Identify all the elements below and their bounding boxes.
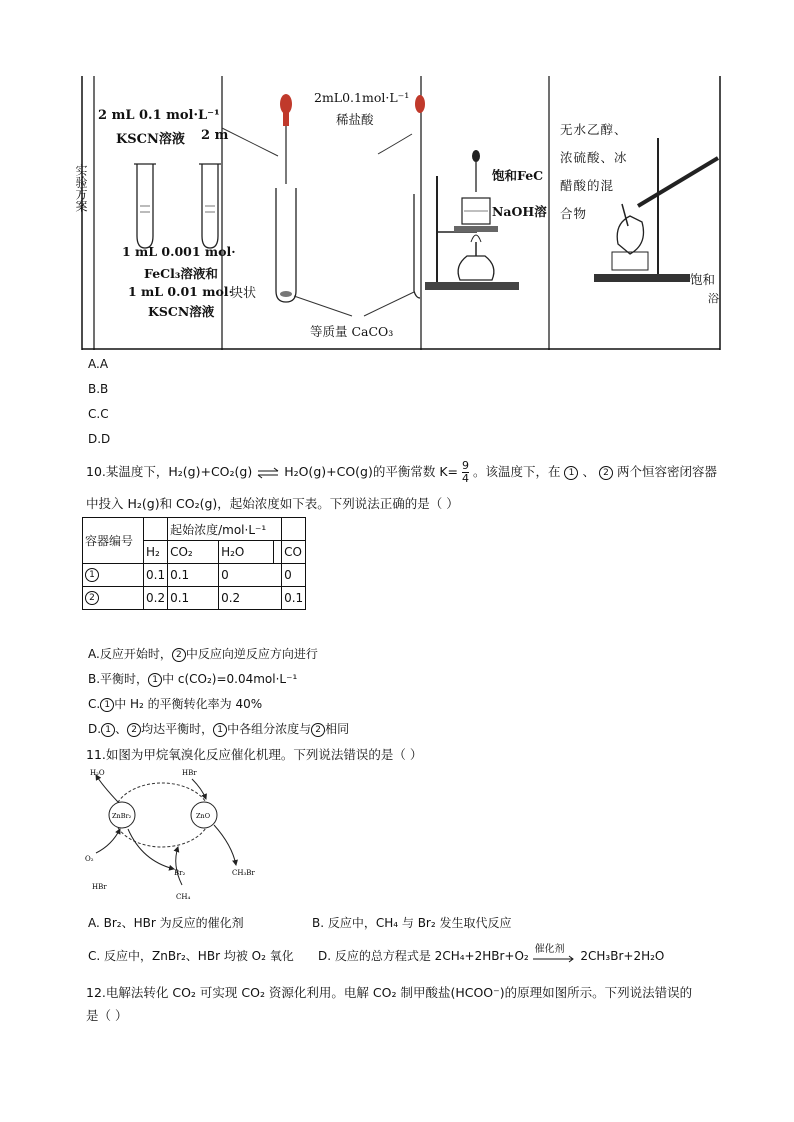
label-zno: ZnO bbox=[196, 812, 211, 820]
header-blank bbox=[144, 518, 168, 541]
row-id bbox=[83, 587, 144, 610]
label-znbr2: ZnBr₂ bbox=[112, 812, 132, 820]
q10-option-c-text: C. bbox=[88, 697, 101, 711]
circle-2: 2 bbox=[311, 723, 325, 737]
q10-stem-line2: 中投入 H₂(g)和 CO₂(g)，起始浓度如下表。下列说法正确的是（ ） bbox=[86, 496, 459, 511]
circle-1: 1 bbox=[564, 466, 578, 480]
label-h2o: H₂O bbox=[90, 769, 105, 777]
q10-option-c-text2: 中 H₂ 的平衡转化率为 40% bbox=[114, 697, 263, 711]
cell-d-right-label2: 浴 bbox=[708, 292, 719, 305]
q10-option-a-text: A.反应开始时， bbox=[88, 647, 172, 661]
q10-text-c: 。该温度下，在 bbox=[472, 464, 561, 479]
cell: 0.2 bbox=[219, 587, 282, 610]
dropper-icon bbox=[472, 150, 480, 192]
q10-option-a-text2: 中反应向逆反应方向进行 bbox=[185, 647, 318, 661]
q10-sep: 、 bbox=[582, 464, 595, 479]
label-br2: Br₂ bbox=[174, 869, 186, 877]
test-tube-icon bbox=[134, 164, 156, 248]
test-tube-icon bbox=[199, 164, 221, 248]
cell: 0.2 bbox=[144, 587, 168, 610]
initial-concentration-table bbox=[82, 517, 306, 610]
dropper-icon bbox=[280, 94, 292, 184]
col-co2: CO₂ bbox=[168, 541, 219, 564]
col-co: CO bbox=[282, 541, 306, 564]
cell: 0.1 bbox=[168, 564, 219, 587]
col-blank bbox=[274, 541, 282, 564]
q10-option-b[interactable] bbox=[88, 670, 297, 687]
cell-d-line4: 合物 bbox=[560, 206, 588, 221]
label-hbr-bottom: HBr bbox=[92, 883, 107, 891]
q9-option-d[interactable]: D.D bbox=[88, 432, 111, 446]
k-denominator: 4 bbox=[461, 472, 469, 485]
q10-option-b-text: B.平衡时， bbox=[88, 672, 149, 686]
q9-option-c[interactable]: C.C bbox=[88, 407, 109, 421]
table-row bbox=[83, 587, 306, 610]
label-ch3br: CH₃Br bbox=[232, 869, 255, 877]
q11-option-a[interactable]: A. Br₂、HBr 为反应的催化剂 bbox=[88, 916, 244, 930]
q10-option-a[interactable] bbox=[88, 645, 318, 662]
test-tube-icon bbox=[414, 194, 420, 298]
q11-option-d-text: D. 反应的总方程式是 2CH₄+2HBr+O₂ bbox=[318, 949, 529, 963]
cell-d-line2: 浓硫酸、冰 bbox=[560, 150, 628, 165]
q10-option-d[interactable] bbox=[88, 720, 349, 737]
q10-equation-right: H₂O(g)+CO(g)的平衡常数 K= bbox=[284, 464, 458, 479]
circle-2: 2 bbox=[127, 723, 141, 737]
cell-b-acid-line1: 2mL0.1mol·L⁻¹ bbox=[314, 90, 410, 105]
q10-option-d-text4: 相同 bbox=[325, 722, 350, 736]
cell: 0 bbox=[219, 564, 282, 587]
cell-b-bottom-label: 等质量 CaCO₃ bbox=[310, 324, 394, 339]
q10-option-d-text2: 均达平衡时， bbox=[141, 722, 214, 736]
alcohol-burner-icon bbox=[458, 235, 494, 280]
test-tube-icon bbox=[276, 188, 296, 302]
cell-c-label1: 饱和FeC bbox=[492, 168, 544, 183]
table-row bbox=[83, 564, 306, 587]
circle-1: 1 bbox=[148, 673, 162, 687]
label-o2: O₂ bbox=[85, 855, 94, 863]
mechanism-diagram-svg bbox=[82, 765, 255, 905]
q10-equation-left: 10.某温度下，H₂(g)+CO₂(g) bbox=[86, 464, 253, 479]
equilibrium-arrow-icon bbox=[256, 468, 280, 478]
col-h2: H₂ bbox=[144, 541, 168, 564]
circle-1: 1 bbox=[213, 723, 227, 737]
cell-d-line3: 醋酸的混 bbox=[560, 178, 615, 193]
header-container: 容器编号 bbox=[83, 518, 144, 564]
cell: 0.1 bbox=[282, 587, 306, 610]
cell-a-reagent1-line1: 2 mL 0.1 mol·L⁻¹ bbox=[98, 108, 220, 123]
q11-option-b[interactable]: B. 反应中，CH₄ 与 Br₂ 发生取代反应 bbox=[312, 916, 512, 930]
q9-option-b[interactable]: B.B bbox=[88, 382, 109, 396]
q11-stem: 11.如图为甲烷氧溴化反应催化机理。下列说法错误的是（ ） bbox=[86, 747, 423, 762]
cell-d-line1: 无水乙醇、 bbox=[560, 122, 628, 137]
catalyst-label: 催化剂 bbox=[534, 943, 565, 955]
cell-a-reagent1-line2: KSCN溶液 bbox=[116, 132, 185, 147]
label-ch4: CH₄ bbox=[176, 893, 191, 901]
reaction-arrow-icon bbox=[533, 952, 577, 966]
cell-d-right-label1: 饱和 bbox=[690, 272, 716, 287]
row-label-text: 实验方案 bbox=[74, 164, 88, 212]
circle-1: 1 bbox=[100, 698, 114, 712]
q11-option-d-text2: 2CH₃Br+2H₂O bbox=[580, 949, 665, 963]
experiment-table bbox=[74, 76, 722, 350]
q10-option-d-text: D. bbox=[88, 722, 102, 736]
cell-b-solid-label: 块状 bbox=[230, 286, 257, 301]
cell-a-bottom-line3: 1 mL 0.01 mol· bbox=[128, 284, 233, 299]
cell-a-bottom-line4: KSCN溶液 bbox=[148, 304, 215, 319]
cell-a-bottom-line1: 1 mL 0.001 mol· bbox=[122, 244, 236, 259]
beaker-icon bbox=[462, 198, 490, 224]
q10-stem-line1 bbox=[86, 460, 717, 485]
q11-option-d[interactable] bbox=[318, 943, 665, 964]
cell: 0.1 bbox=[144, 564, 168, 587]
iron-stand-icon bbox=[425, 176, 519, 290]
row-id bbox=[83, 564, 144, 587]
q10-text-d: 两个恒容密闭容器 bbox=[616, 464, 717, 479]
circle-1: 1 bbox=[101, 723, 115, 737]
q11-option-c[interactable]: C. 反应中，ZnBr₂、HBr 均被 O₂ 氧化 bbox=[88, 949, 294, 963]
q12-stem-line1: 12.电解法转化 CO₂ 可实现 CO₂ 资源化利用。电解 CO₂ 制甲酸盐(HCOO⁻)的原理如图所示。下列说法错误的 bbox=[86, 985, 693, 1000]
q10-option-b-text2: 中 c(CO₂)=0.04mol·L⁻¹ bbox=[162, 672, 298, 686]
header-blank-2 bbox=[282, 518, 306, 541]
q10-option-d-sep: 、 bbox=[115, 722, 128, 736]
row-label bbox=[74, 164, 94, 212]
cell-b-acid-line2: 稀盐酸 bbox=[336, 112, 374, 127]
q10-option-d-text3: 中各组分浓度与 bbox=[227, 722, 312, 736]
k-fraction bbox=[462, 460, 469, 485]
circle-2: 2 bbox=[599, 466, 613, 480]
cell-c-label2: NaOH溶 bbox=[492, 204, 547, 219]
cell-a-bottom-line2: FeCl₃溶液和 bbox=[144, 266, 218, 281]
circle-2: 2 bbox=[85, 591, 99, 605]
header-concentration: 起始浓度/mol·L⁻¹ bbox=[168, 518, 282, 541]
q12-stem-line2: 是（ ） bbox=[86, 1008, 128, 1023]
catalysis-mechanism-diagram bbox=[82, 765, 255, 905]
cell: 0 bbox=[282, 564, 306, 587]
q10-option-c[interactable] bbox=[88, 695, 262, 712]
cell-a-reagent2-partial: 2 m bbox=[201, 128, 229, 143]
catalyst-arrow bbox=[533, 943, 577, 964]
col-h2o: H₂O bbox=[219, 541, 274, 564]
dropper-icon bbox=[415, 95, 425, 113]
circle-2: 2 bbox=[172, 648, 186, 662]
circle-1: 1 bbox=[85, 568, 99, 582]
cell: 0.1 bbox=[168, 587, 219, 610]
label-hbr-top: HBr bbox=[182, 769, 197, 777]
k-numerator: 9 bbox=[461, 459, 469, 472]
q9-option-a[interactable]: A.A bbox=[88, 357, 109, 371]
